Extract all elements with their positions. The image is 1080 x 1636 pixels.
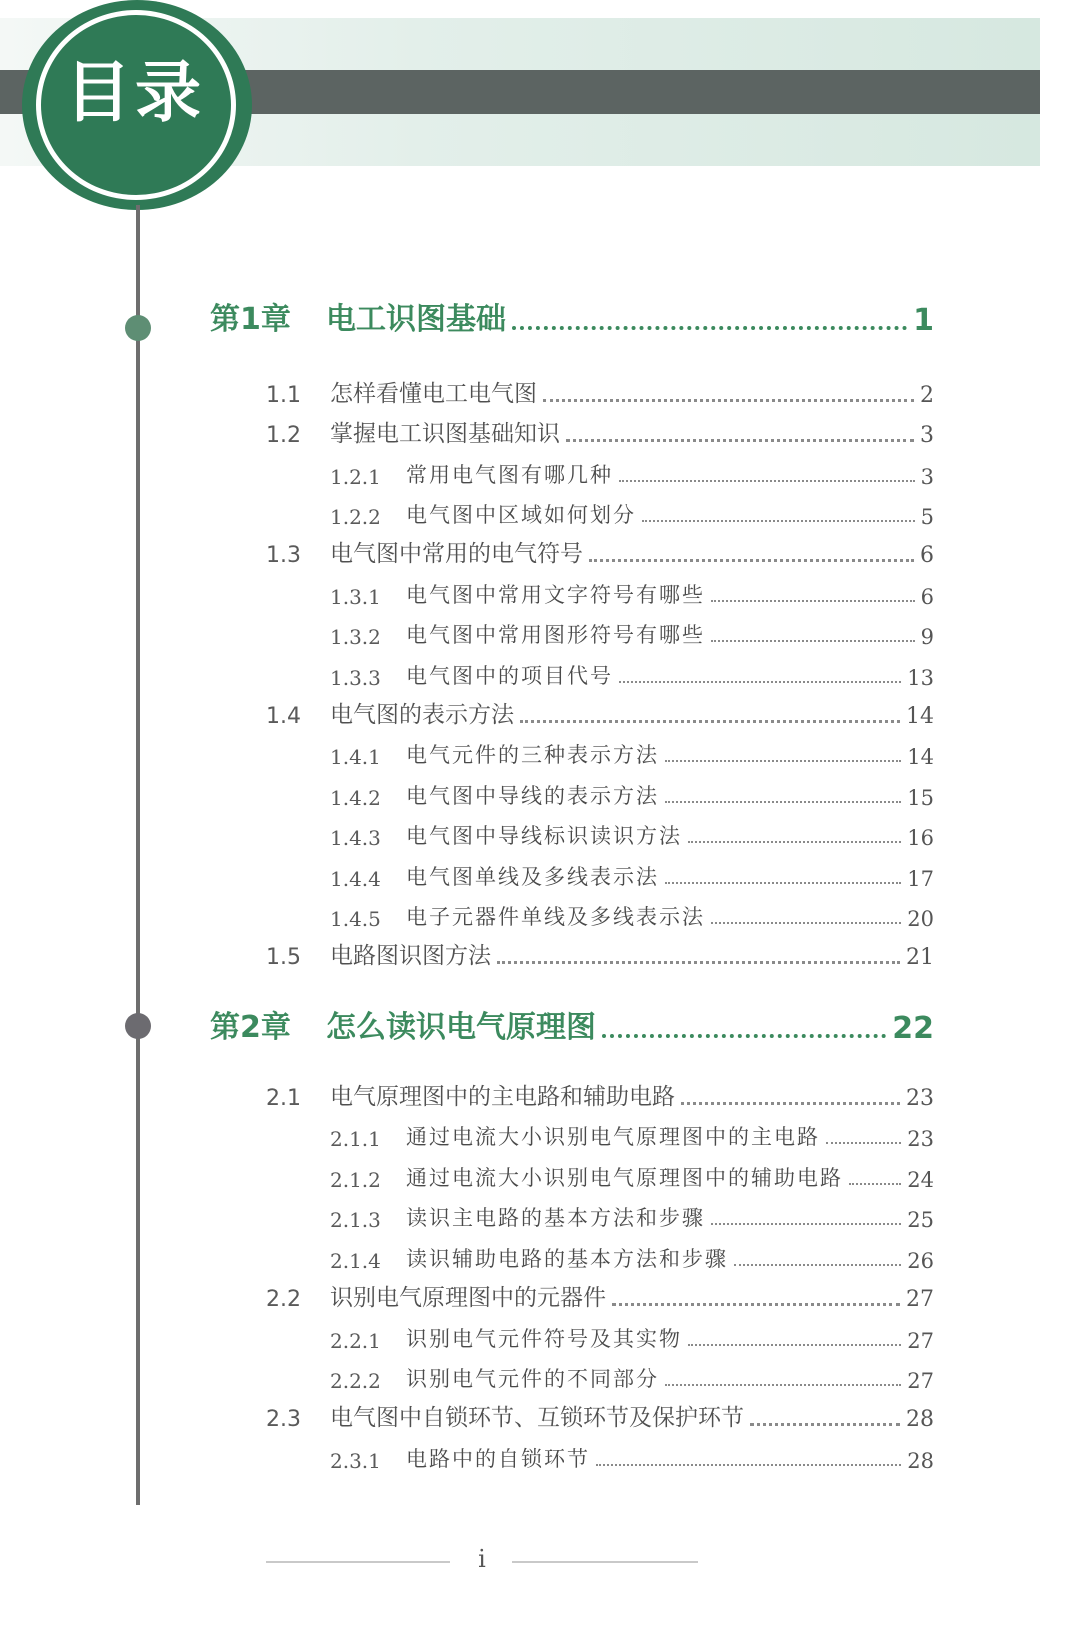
dot-leader (665, 1384, 901, 1386)
toc-subsection[interactable]: 1.3.1 电气图中常用文字符号有哪些 6 (330, 583, 934, 609)
page-number: i (478, 1545, 486, 1573)
toc-section[interactable]: 1.3 电气图中常用的电气符号 6 (266, 541, 934, 568)
toc-chapter[interactable]: 第1章 电工识图基础 1 (210, 302, 934, 338)
chapter-1-marker (125, 315, 151, 341)
toc-subsection[interactable]: 2.1.2 通过电流大小识别电气原理图中的辅助电路 24 (330, 1166, 934, 1192)
toc-subsection[interactable]: 1.3.2 电气图中常用图形符号有哪些 9 (330, 623, 934, 649)
toc-section[interactable]: 2.3 电气图中自锁环节、互锁环节及保护环节 28 (266, 1405, 934, 1432)
dot-leader (602, 1034, 886, 1038)
dot-leader (665, 801, 901, 803)
toc-subsection[interactable]: 2.1.4 读识辅助电路的基本方法和步骤 26 (330, 1247, 934, 1273)
dot-leader (849, 1183, 901, 1185)
toc-section[interactable]: 1.5 电路图识图方法 21 (266, 943, 934, 970)
dot-leader (711, 640, 915, 642)
toc-subsection[interactable]: 1.4.1 电气元件的三种表示方法 14 (330, 743, 934, 769)
toc-subsection[interactable]: 2.2.2 识别电气元件的不同部分 27 (330, 1367, 934, 1393)
dot-leader (543, 399, 914, 402)
dot-leader (665, 760, 901, 762)
dot-leader (711, 922, 901, 924)
toc-subsection[interactable]: 1.4.4 电气图单线及多线表示法 17 (330, 865, 934, 891)
dot-leader (512, 326, 907, 330)
toc-section[interactable]: 2.1 电气原理图中的主电路和辅助电路 23 (266, 1084, 934, 1111)
dot-leader (681, 1102, 900, 1105)
dot-leader (619, 480, 915, 482)
timeline-line (136, 205, 140, 1505)
toc-subsection[interactable]: 1.4.3 电气图中导线标识读识方法 16 (330, 824, 934, 850)
toc-subsection[interactable]: 1.3.3 电气图中的项目代号 13 (330, 664, 934, 690)
dot-leader (589, 559, 914, 562)
dot-leader (711, 600, 915, 602)
toc-section[interactable]: 1.4 电气图的表示方法 14 (266, 702, 934, 729)
toc-section[interactable]: 2.2 识别电气原理图中的元器件 27 (266, 1285, 934, 1312)
dot-leader (826, 1142, 901, 1144)
toc-subsection[interactable]: 2.3.1 电路中的自锁环节 28 (330, 1447, 934, 1473)
toc-section[interactable]: 1.1 怎样看懂电工电气图 2 (266, 381, 934, 408)
dot-leader (642, 520, 915, 522)
footer-rule-right (512, 1561, 698, 1563)
dot-leader (750, 1423, 900, 1426)
dot-leader (520, 720, 900, 723)
footer-rule-left (266, 1561, 450, 1563)
toc-chapter[interactable]: 第2章 怎么读识电气原理图 22 (210, 1010, 934, 1046)
dot-leader (566, 439, 914, 442)
dot-leader (596, 1464, 901, 1466)
toc-subsection[interactable]: 2.2.1 识别电气元件符号及其实物 27 (330, 1327, 934, 1353)
page-title: 目录 (65, 54, 205, 131)
dot-leader (688, 1344, 901, 1346)
toc-subsection[interactable]: 1.4.5 电子元器件单线及多线表示法 20 (330, 905, 934, 931)
toc-subsection[interactable]: 2.1.3 读识主电路的基本方法和步骤 25 (330, 1206, 934, 1232)
chapter-2-marker (125, 1013, 151, 1039)
dot-leader (612, 1303, 900, 1306)
dot-leader (665, 882, 901, 884)
toc-subsection[interactable]: 1.2.1 常用电气图有哪几种 3 (330, 463, 934, 489)
dot-leader (497, 961, 900, 964)
toc-subsection[interactable]: 1.2.2 电气图中区域如何划分 5 (330, 503, 934, 529)
dot-leader (688, 841, 901, 843)
toc-section[interactable]: 1.2 掌握电工识图基础知识 3 (266, 421, 934, 448)
toc-subsection[interactable]: 1.4.2 电气图中导线的表示方法 15 (330, 784, 934, 810)
toc-subsection[interactable]: 2.1.1 通过电流大小识别电气原理图中的主电路 23 (330, 1125, 934, 1151)
dot-leader (734, 1264, 901, 1266)
dot-leader (711, 1223, 901, 1225)
dot-leader (619, 681, 901, 683)
